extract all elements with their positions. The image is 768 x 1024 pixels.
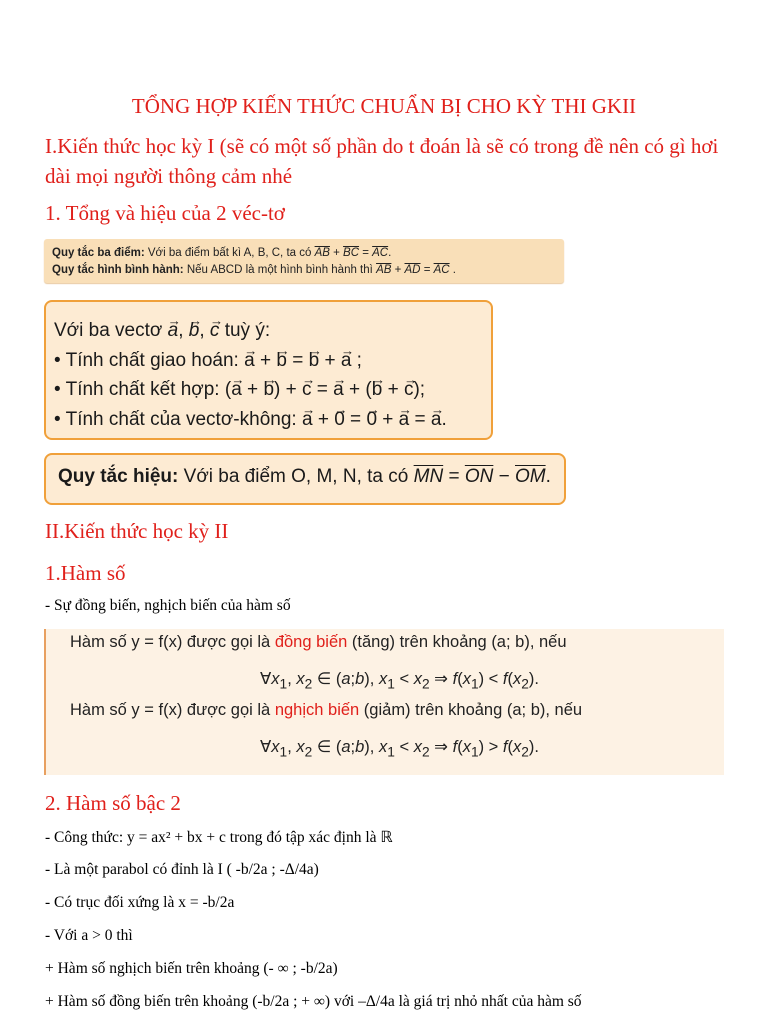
section2-sub1: 1.Hàm số <box>45 561 126 585</box>
vectors-abc: → a, → b, → c <box>168 320 220 341</box>
section2-heading: II.Kiến thức học kỳ II <box>45 519 229 543</box>
quadratic-line-axis: - Có trục đối xứng là x = -b/2a <box>45 894 235 911</box>
section2-sub2: 2. Hàm số bậc 2 <box>45 791 181 815</box>
rule-text-three-points: Với ba điểm bất kì A, B, C, ta có <box>147 247 312 259</box>
monotonic-intro: - Sự đồng biến, nghịch biến của hàm số <box>45 597 291 614</box>
difference-rule-label: Quy tắc hiệu: <box>58 466 179 487</box>
quadratic-line-formula: - Công thức: y = ax² + bx + c trong đó tập xác định là ℝ <box>45 829 393 846</box>
increasing-condition: $\forall x_1$, $x_2$ ∈ (a;b), $x_1 < x_2$ ⇒ $f(x_1) < f(x_2)$. <box>260 670 539 692</box>
definition-text: (giảm) trên khoảng (a; b), nếu <box>359 701 583 719</box>
rule-text-parallelogram: Nếu ABCD là một hình bình hành thì <box>186 264 373 276</box>
intro-end-text: tuỳ ý: <box>224 320 271 341</box>
rule-box-three-points <box>44 239 564 283</box>
vector-properties-intro <box>54 316 483 346</box>
definition-text: Hàm số y = f(x) được gọi là <box>70 633 275 651</box>
rule-label-parallelogram: Quy tắc hình bình hành: <box>52 264 184 276</box>
formula-parallelogram: $\overline{AB} + \overline{AD} = \overline{AC}$ . <box>376 264 456 276</box>
rule-row-parallelogram <box>52 262 556 279</box>
property-label: Tính chất kết hợp: <box>65 379 220 400</box>
quadratic-line-vertex: - Là một parabol có đỉnh là I ( -b/2a ; -Δ/4a) <box>45 861 319 878</box>
decreasing-condition: $\forall x_1$, $x_2$ ∈ (a;b), $x_1 < x_2$ ⇒ $f(x_1) > f(x_2)$. <box>260 738 539 760</box>
intro-text: Với ba vectơ <box>54 320 163 341</box>
vector-properties-box <box>44 300 493 440</box>
difference-formula: $\overline{MN} = \overline{ON} - \overline{OM}$. <box>413 466 551 487</box>
document-title: TỔNG HỢP KIẾN THỨC CHUẨN BỊ CHO KỲ THI GKII <box>131 94 637 118</box>
quadratic-line-condition: - Với a > 0 thì <box>45 927 133 944</box>
formula-three-points: $\overline{AB} + \overline{BC} = \overline{AC}$. <box>314 247 392 259</box>
quadratic-line-increasing: + Hàm số đồng biến trên khoảng (-b/2a ; + ∞) với –Δ/4a là giá trị nhỏ nhất của hàm số <box>45 993 582 1010</box>
property-label: Tính chất giao hoán: <box>65 349 239 371</box>
property-label: Tính chất của vectơ-không: <box>65 408 297 430</box>
increasing-definition <box>70 633 567 652</box>
decreasing-definition <box>70 701 582 720</box>
property-commutative: • Tính chất giao hoán: → a + → b = → b + → a ; <box>54 346 483 376</box>
rule-row-three-points <box>52 245 556 262</box>
difference-rule-box <box>44 453 566 505</box>
difference-rule-text: Với ba điểm O, M, N, ta có <box>183 466 409 487</box>
property-zero-vector: • Tính chất của vectơ-không: → a + → 0 = → 0 + → a = → a. <box>54 405 483 435</box>
section1-sub1: 1. Tổng và hiệu của 2 véc-tơ <box>45 201 285 225</box>
rule-label-three-points: Quy tắc ba điểm: <box>52 247 145 259</box>
section1-heading: I.Kiến thức học kỳ I (sẽ có một số phần do t đoán là sẽ có trong đề nên có gì hơi dài mọi người thông cảm nhé <box>45 134 719 188</box>
definition-text: (tăng) trên khoảng (a; b), nếu <box>347 633 567 651</box>
quadratic-line-decreasing: + Hàm số nghịch biến trên khoảng (- ∞ ; -b/2a) <box>45 960 338 977</box>
increasing-keyword: đồng biến <box>274 633 348 651</box>
decreasing-keyword: nghịch biến <box>274 701 360 719</box>
monotonic-definition-box <box>44 629 724 775</box>
definition-text: Hàm số y = f(x) được gọi là <box>70 701 275 719</box>
property-associative: • Tính chất kết hợp: (→ a + → b) + → c = → a + (→ b + → c); <box>54 375 483 405</box>
